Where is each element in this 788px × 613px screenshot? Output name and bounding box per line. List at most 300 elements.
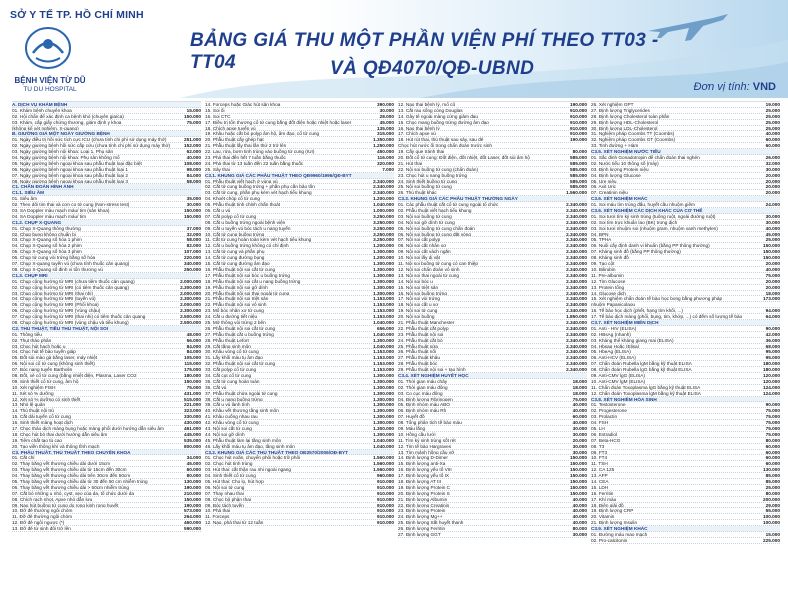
service-price: 910.000 — [377, 484, 394, 490]
service-price: 25.000 — [765, 484, 780, 490]
service-name: 24. Phá thai từ 13 tuần đến 22 tuần bằng thuốc — [205, 160, 304, 166]
service-name: 25. Phẫu thuật sửa — [398, 343, 438, 349]
service-price: 115.000 — [184, 361, 201, 367]
service-name: 01. Sắc đinh Gonadotropin để chẩn đoán thai nghén — [591, 155, 700, 161]
service-price: 190.000 — [184, 484, 201, 490]
service-price: 3.250.000 — [373, 231, 394, 237]
service-name: 12. Cắt u buồng trứng không có chỉ định — [205, 243, 289, 249]
service-price: 150.000 — [570, 479, 587, 484]
service-name: 03. Thay băng vết thương chiều dài từ 15cm đến 30cm — [12, 467, 127, 473]
service-name: 08. Chụp cộng hưởng từ MRI (vùng chậu và tiểu khung) — [12, 319, 129, 325]
service-name: 04. Chụp cộng hưởng từ MRI (tuyến vú) — [12, 296, 96, 302]
service-name: 21. Phẫu thuật nội soi triệt sản — [205, 296, 269, 302]
service-price: 320.000 — [377, 160, 394, 166]
service-price: 29.000 — [765, 502, 780, 508]
service-name: 22. Lau, rửa, bơm tinh trùng vào buồng tử cung (IUI) — [205, 149, 315, 155]
service-name: 20. Phẫu thuật cấy ghép hạt — [205, 137, 264, 143]
section-title: B. GIƯỜNG GIÁ MỘT NGÀY GIƯỜNG BỆNH — [12, 131, 110, 137]
service-price: 40.000 — [186, 155, 201, 161]
service-name: 03. Soi tươi nhuộm soi (nhuộm gram, nhuộm xanh methylen) — [591, 225, 718, 231]
service-price: 75.000 — [186, 384, 201, 390]
department-name: SỞ Y TẾ TP. HỒ CHÍ MINH — [10, 9, 144, 21]
service-name: 26. Phẫu thuật nội soi cắt tử cung — [205, 325, 276, 331]
service-name: 17. Định lượng yếu tố IX — [398, 473, 450, 479]
hospital-name-en: TU DU HOSPITAL — [23, 86, 77, 93]
service-name: 17. Khí máu — [591, 496, 617, 502]
service-name: 29. Cắt tầng sinh môn — [205, 343, 251, 349]
service-price: 84.000 — [186, 172, 201, 178]
service-name: 27. Định lượng GGT — [398, 532, 441, 538]
service-price: 175.000 — [184, 367, 201, 373]
service-price: 1.300.000 — [373, 249, 394, 255]
service-price: 1.560.000 — [566, 190, 587, 196]
service-name: 15. LDH — [591, 484, 609, 490]
service-price: 2.340.000 — [566, 231, 587, 237]
service-price: 40.000 — [572, 514, 587, 520]
currency-unit-label: Đơn vị tính: — [693, 81, 750, 93]
service-price: 75.000 — [765, 420, 780, 426]
service-name: 08. Chẩn đoán Rubella lgG bằng kỹ thuật ELISA — [591, 367, 692, 373]
service-name: 01. Thông tiểu — [12, 331, 42, 337]
service-name: 06. Anti-HCV (ELISA) — [591, 355, 636, 361]
service-price: 1.300.000 — [373, 390, 394, 396]
service-price: 80.000 — [765, 437, 780, 443]
service-name: 21. Phẫu thuật lấy thai lần thứ 2 trở lên — [205, 143, 287, 149]
service-price: 37.000 — [186, 225, 201, 231]
service-price: 30.000 — [765, 219, 780, 225]
service-price: 180.000 — [763, 361, 780, 367]
service-name: 45. Phẫu thuật làm lại tầng sinh môn — [205, 437, 282, 443]
service-price: 150.000 — [570, 473, 587, 479]
service-price: 585.000 — [570, 178, 587, 184]
service-name: 05. HbeAg (ELISA) — [591, 349, 631, 355]
service-price: 1.153.000 — [373, 302, 394, 308]
service-price: 2.300.000 — [180, 284, 201, 290]
service-name: 09. Nội soi cắt vách ngăn — [398, 249, 451, 255]
service-name: 07. Kháng sinh đồ (bằng PP thông thường) — [591, 249, 681, 255]
service-name: 27. Phẫu thuật cắt u buồng trứng — [205, 331, 274, 337]
service-name: 16. Nội soi buồng trứng — [398, 290, 448, 296]
service-name: 13. Nhỏ lệ quản — [12, 402, 46, 408]
service-name: 07. Huyết đồ — [398, 414, 425, 420]
service-price: 3.250.000 — [373, 213, 394, 219]
service-name: 03. Khám, cấp giấy chứng thương, giám định y khoa — [12, 119, 122, 125]
header-banner — [0, 0, 788, 98]
section-title: C1.2. CHỤP X-QUANG — [12, 219, 62, 225]
service-name: 37. Phẫu thuật chửa ngoài tử cung — [205, 390, 278, 396]
service-name: 22. Định lượng Creatinin — [398, 502, 450, 508]
service-name: 12. Tìm tế bào Hargraves — [398, 443, 452, 449]
service-price: 100.000 — [763, 514, 780, 520]
service-price: 30.000 — [572, 449, 587, 455]
service-price: 80.000 — [765, 490, 780, 496]
price-table — [12, 101, 780, 611]
service-price: 60.000 — [765, 449, 780, 455]
service-name: 03. Định lượng Protein niệu — [591, 166, 649, 172]
service-name: 14. Glucose dịch — [591, 290, 626, 296]
service-price: 2.340.000 — [566, 355, 587, 361]
service-name: 08. Nội soi cắt nhân xơ — [398, 243, 447, 249]
section-title: C3.3. KHUNG GIÁ CÁC PHẪU THUẬT THƯỜNG NGÀY — [398, 196, 518, 202]
service-name: 20. Nội soi buồng — [398, 314, 435, 320]
service-price: 390.000 — [377, 102, 394, 107]
service-price: 2.340.000 — [566, 243, 587, 249]
service-name: 24. Sinh thiết buồng tử cung — [398, 178, 457, 184]
service-name: 11. Chẩn đoán Toxoplasma lgG bằng kỹ thuật ELISA — [591, 384, 701, 390]
service-name: 23. Chọc hút u nang buồng trứng — [398, 172, 468, 178]
service-name: 14. Gây tê ngoài màng cứng giảm đau — [398, 113, 479, 119]
service-name: 08. Chụp X-Quang số đinh vi tổn thương vú — [12, 266, 103, 272]
service-price: 30.000 — [765, 166, 780, 172]
service-name: 12. Nạo, phá thai từ 12 tuần — [205, 520, 264, 526]
service-price: 2.340.000 — [566, 308, 587, 314]
service-name: 07. Chẩn đoán Rubella lgM bằng kỹ thuật ELISA — [591, 361, 692, 367]
service-price: 75.000 — [765, 408, 780, 414]
service-name: 02. Chụp cộng hưởng từ MRI (có tiêm thuốc cản quang) — [12, 284, 129, 290]
service-price: 1.040.000 — [373, 343, 394, 349]
service-price: 2.340.000 — [566, 319, 587, 325]
service-name: 29. Phẫu thuật nội soi + tạo hình — [398, 367, 466, 373]
service-price: 190.000 — [570, 137, 587, 143]
service-name: 04. Chụp X-Quang số hóa 2 phim — [12, 243, 82, 249]
service-name: 05. Ure niệu — [591, 178, 617, 184]
service-name: 19. Định lượng CRP — [591, 508, 634, 514]
section-title: C3.9. XÉT NGHIỆM KHÁC — [591, 526, 648, 532]
service-name: 31. Lấy khối máu tụ âm đạo — [205, 355, 263, 361]
service-price: 150.000 — [763, 255, 780, 261]
service-price: 45.000 — [379, 119, 394, 125]
service-price: 1.040.000 — [373, 443, 394, 449]
service-price: 40.000 — [572, 520, 587, 526]
service-name: 05. Chụp cộng hưởng từ MRI (Phổi khoa) — [12, 302, 99, 308]
service-name: 04. Sinh thiết cổ tử cung — [205, 473, 256, 479]
service-price: 1.300.000 — [373, 266, 394, 272]
service-price: 7.000 — [382, 166, 394, 172]
service-name: 12. Nạo thai bệnh lý, mổ cũ — [398, 102, 456, 107]
service-name: 16. Soi CTC — [205, 113, 231, 119]
service-price: 1.300.000 — [373, 414, 394, 420]
price-column-1 — [12, 101, 201, 611]
service-price: 60.000 — [186, 467, 201, 473]
service-price: 251.000 — [184, 137, 201, 143]
service-name: 02. Phẫu thuật viết hạch tiểu khung — [398, 208, 472, 214]
service-name: 05. Chụp X-Quang số hóa 3 phim — [12, 249, 82, 255]
service-price: 573.000 — [184, 508, 201, 514]
service-price: 2.340.000 — [566, 302, 587, 308]
service-price: 1.300.000 — [373, 337, 394, 343]
section-title: C3.7. XÉT NGHIỆM MIỄN DỊCH — [591, 319, 659, 325]
service-price: 40.000 — [765, 266, 780, 272]
service-price: 315.000 — [377, 131, 394, 137]
service-price: 461.000 — [184, 425, 201, 431]
service-price: 25.000 — [765, 237, 780, 243]
service-price: 85.000 — [765, 479, 780, 484]
service-price: 1.040.000 — [373, 437, 394, 443]
section-title: C3. PHẪU THUẬT, THỦ THUẬT THEO CHUYÊN KHOA — [12, 449, 131, 455]
service-price: 135.000 — [377, 125, 394, 131]
service-price: 152.000 — [184, 143, 201, 149]
service-price: 150.000 — [184, 208, 201, 214]
service-name: 25. Sảy thai — [205, 166, 230, 172]
service-name: (không kể xét nghiệm, X-quang) — [12, 125, 79, 131]
service-price: 910.000 — [377, 514, 394, 520]
service-name: 07. Chụp cộng hưởng từ MRI (thai nhi) có tiêm thuốc cản quang — [12, 314, 146, 320]
service-price: 1.040.000 — [373, 202, 394, 208]
service-price: 2.340.000 — [566, 284, 587, 290]
section-title: C3.6. XÉT NGHIỆM KHÁC — [591, 196, 648, 202]
service-price: 1.300.000 — [373, 408, 394, 414]
service-name: 09. Bóc tách tuyến — [205, 502, 244, 508]
service-price: 910.000 — [570, 119, 587, 125]
service-price: 20.000 — [765, 284, 780, 290]
service-name: 24. Cắt u đường tiết niệu — [205, 314, 258, 320]
service-price: 3.250.000 — [373, 219, 394, 225]
service-price: 1.300.000 — [373, 284, 394, 290]
service-price: 150.000 — [570, 484, 587, 490]
service-price: 2.340.000 — [373, 184, 394, 190]
service-price: 75.000 — [186, 119, 201, 125]
service-price: 32.000 — [186, 231, 201, 237]
service-name: 13. Cắt rau sống còng Douglas — [398, 107, 463, 113]
service-price: 75.000 — [765, 425, 780, 431]
service-name: 07. Creatinin niệu — [591, 190, 628, 196]
service-price: 2.340.000 — [566, 266, 587, 272]
service-name: 22. Phẫu thuật nội soi vô sinh — [205, 302, 267, 308]
service-name: 09. Anti-CMV lgG (ELISA) — [591, 372, 645, 378]
service-price: 48.000 — [186, 331, 201, 337]
service-price: 40.000 — [572, 496, 587, 502]
service-price: 2.300.000 — [180, 308, 201, 314]
service-name: 06. Cắt u vú — [205, 208, 231, 214]
service-name: 33. Cắt polyp cổ tử cung — [205, 367, 257, 373]
service-name: 17. Điều trị tổn thương cổ tử cung bằng đốt điện hoặc nhiệt hoặc laser — [205, 119, 352, 125]
service-price: 150.000 — [763, 243, 780, 249]
service-name: 08. T3 — [591, 443, 605, 449]
service-name: 08. Đốt, xẻ cổ tử cung (bằng nhiệt điện, Plasma, Laser CO2 — [12, 372, 137, 378]
service-price: 1.560.000 — [373, 461, 394, 467]
service-price: 120.000 — [763, 372, 780, 378]
service-price: 585.000 — [570, 172, 587, 178]
service-price: 445.000 — [184, 431, 201, 437]
service-price: 585.000 — [570, 155, 587, 161]
service-price: 1.350.000 — [373, 137, 394, 143]
service-price: 3.250.000 — [373, 237, 394, 243]
service-name: 16. Định lượng yếu tố VIII — [398, 467, 452, 473]
service-price: 450.000 — [377, 149, 394, 155]
service-name: 02. Cắt tử cung buồng trứng + phần phụ cần bảo tồn — [205, 184, 315, 190]
service-name: 10. Nội soi lấy dị vật — [398, 255, 440, 261]
service-name: 03. Ngày giường bệnh nội khoa: Loại 1, Phụ sản — [12, 149, 114, 155]
service-name: 36. Cắt vú — [205, 384, 227, 390]
service-price: 1.153.000 — [373, 361, 394, 367]
service-price: 30.000 — [572, 431, 587, 437]
service-price: 535.000 — [184, 437, 201, 443]
service-name: 02. Thay băng vết thương chiều dài dưới 15cm — [12, 461, 111, 467]
service-price: 40.000 — [572, 502, 587, 508]
service-name: 14. Cắt tử cung đường bụng — [205, 255, 265, 261]
service-name: 10. Cắt tử cung buồng trứng — [205, 231, 265, 237]
service-name: 03. SA Doppler màu mạch máu/ tim (sản khoa) — [12, 208, 110, 214]
service-price: 108.000 — [184, 160, 201, 166]
service-name: 06. Chụp cộng hưởng từ MRI (Vùng chậu) — [12, 308, 101, 314]
service-price: 2.000.000 — [180, 278, 201, 284]
service-name: 02. Thụt tháo phân — [12, 337, 52, 343]
service-price: 15.000 — [765, 532, 780, 538]
service-name: 05. Hút thai: Cho lọ, hút hợp — [205, 479, 264, 484]
service-name: 12. Xét sỏ % dưỡng có sinh thiết — [12, 396, 81, 402]
service-name: 07. Bóc nang tuyến Bartholin — [12, 367, 73, 373]
service-name: 22. Nội soi buồng tử cung (chẩn đoán) — [398, 166, 479, 172]
service-name: 04. BPN — [591, 231, 609, 237]
service-price: 60.000 — [572, 414, 587, 420]
service-name: 05. Đốt sùi mào gà bằng laser, máy nhiệt — [12, 355, 98, 361]
service-name: 18. Điện giải đồ — [591, 502, 624, 508]
service-price: 2.340.000 — [566, 202, 587, 208]
service-price: 80.000 — [572, 526, 587, 532]
service-price: 1.300.000 — [373, 431, 394, 437]
service-name: 02. Nước tiểu 10 thông số (máy) — [591, 160, 659, 166]
service-name: 42. Khâu vòng cổ tử cung — [205, 420, 259, 426]
service-price: 40.000 — [572, 420, 587, 426]
service-name: 02. Ngày giường bệnh hồi sức cấp cứu (chưa tính chi phí sử dụng máy thở) — [12, 143, 171, 149]
service-name: 02. Chọc hút tinh trùng — [205, 461, 253, 467]
service-price: 124.000 — [763, 384, 780, 390]
service-name: 19. Định lượng Protein C — [398, 484, 451, 490]
service-name: 03. Chụp X-Quang số hóa 1 phim — [12, 237, 82, 243]
service-name: 30. Định lượng LDL-Cholesterol — [591, 125, 658, 131]
service-price: 150.000 — [570, 490, 587, 496]
service-price: 36.000 — [765, 337, 780, 343]
service-name: 04. Nội soi gỡ dính tử cung — [398, 219, 455, 225]
service-price: 515.000 — [184, 396, 201, 402]
service-price: 68.000 — [765, 343, 780, 349]
service-name: 18. Định lượng AT III — [398, 479, 442, 484]
service-price: 60.000 — [765, 455, 780, 461]
service-name: 20. Phẫu thuật nội soi thai ngoài tử cung — [205, 290, 290, 296]
service-price: 1.300.000 — [373, 272, 394, 278]
service-name: 26. Phẫu thuật nối — [398, 349, 437, 355]
service-price: 30.000 — [572, 425, 587, 431]
page-title-line2: VÀ QĐ4070/QĐ-UBND — [330, 58, 535, 79]
service-price: 1.300.000 — [373, 372, 394, 378]
service-price: 32.000 — [765, 160, 780, 166]
service-name: 04. FSH — [591, 420, 609, 426]
service-name: 06. Định nhóm máu Rh — [398, 408, 447, 414]
service-name: 21. Phẫu thuật Manchester — [398, 319, 455, 325]
service-name: 24. Phẫu thuật cắt bỏ — [398, 337, 443, 343]
service-name: 14. Định lượng D-Dimer — [398, 455, 448, 461]
service-price: 1.153.000 — [373, 367, 394, 373]
service-name: 04. Chọc hút tế bào tuyến giáp — [12, 349, 76, 355]
service-name: 01. Ngày điều trị hồi sức tích cực ICU (chưa tính chi phí sử dụng máy thở) — [12, 137, 167, 143]
service-price: 2.340.000 — [566, 361, 587, 367]
service-name: 03. Chụp cộng hưởng từ MRI (thai nhi) — [12, 290, 94, 296]
service-name: 10. Bilirubin — [591, 266, 616, 272]
service-price: 150.000 — [184, 213, 201, 219]
service-name: 13. Cắt tử cung và phần phụ — [205, 249, 265, 255]
service-price: 910.000 — [570, 125, 587, 131]
service-price: 430.000 — [184, 420, 201, 426]
service-price: 20.000 — [765, 278, 780, 284]
section-title: C3.4. XÉT NGHIỆM HUYẾT HỌC — [398, 372, 469, 378]
service-price: 130.000 — [763, 467, 780, 473]
service-price: 221.000 — [184, 402, 201, 408]
service-name: 18. Phẫu thuật nội soi cắt u nang buồng trứng — [205, 278, 301, 284]
service-name: 08. Ngày giường bệnh ngoại khoa sau phẫu thuật loại 3 — [12, 178, 128, 184]
service-price: 15.000 — [186, 107, 201, 113]
service-price: 2.340.000 — [566, 249, 587, 255]
service-price: 150.000 — [763, 249, 780, 255]
service-name: 01. Chọc hút noãn, chuyển phôi hoặc trữ phôi — [205, 455, 301, 461]
price-row — [205, 520, 394, 526]
service-name: 08. Chọc bộ phận thai — [205, 496, 251, 502]
service-name: 02. HBsAg (nhanh) — [591, 331, 631, 337]
service-price: 1.153.000 — [373, 355, 394, 361]
service-name: 02. Theo dõi tim thai và cơn co tử cung (Non-stress test) — [12, 202, 130, 208]
service-price: 2.300.000 — [180, 296, 201, 302]
service-name: 06. Axit Uric — [591, 184, 617, 190]
service-price: 264.000 — [184, 514, 201, 520]
service-name: 11. TSH — [591, 461, 608, 467]
page-title-line1: BẢNG GIÁ THU MỘT PHẦN VIỆN PHÍ THEO TT03 - TT04 — [190, 30, 659, 73]
service-price: 34.000 — [186, 455, 201, 461]
service-price: 323.000 — [184, 408, 201, 414]
service-name: 18. Chích apxe tuyến vú — [205, 125, 256, 131]
service-price: 250.000 — [184, 266, 201, 272]
service-name: 09. Máu lắng — [398, 425, 426, 431]
service-name: 14. Nội soi bóc u — [398, 278, 433, 284]
service-name: 03. Chọc hút hạch hoặc u — [12, 343, 66, 349]
service-price: 1.560.000 — [373, 455, 394, 461]
service-price: 90.000 — [765, 325, 780, 331]
service-name: 08. Tổng phân tích tế bào máu — [398, 420, 462, 426]
service-name: 06. Thay băng vết thương chiều dài > 50cm nhiễm trùng — [12, 484, 130, 490]
service-name: 13. AFP — [591, 473, 608, 479]
service-name: nhuộm Papanicolaou — [591, 302, 636, 308]
service-name: 19. Phẫu thuật nội soi gỡ dính — [205, 284, 268, 290]
service-price: 2.340.000 — [566, 255, 587, 261]
service-name: 17. Nội soi vòi trứng — [398, 296, 440, 302]
service-price: 56.000 — [186, 337, 201, 343]
service-price: 150.000 — [570, 455, 587, 461]
service-price: 40.000 — [572, 408, 587, 414]
section-title: C3.1. KHUNG GIÁ CÁC PHẪU THUẬT THEO QĐ9960/1996/QĐ-BYT — [205, 172, 352, 178]
service-price: 26.000 — [765, 155, 780, 161]
service-price: 585.000 — [570, 160, 587, 166]
service-price: 20.000 — [765, 190, 780, 196]
service-price: 656.000 — [377, 325, 394, 331]
service-price: 24.000 — [765, 202, 780, 208]
service-name: 25. Định lượng Sắt huyết thanh — [398, 520, 464, 526]
service-price: 1.200.000 — [373, 196, 394, 202]
service-name: 01. Thời gian máu chảy — [398, 378, 448, 384]
service-price: 82.000 — [186, 243, 201, 249]
service-name: 15. Soi ối — [205, 107, 225, 113]
service-name: 33. Tinh đường + Hàm — [591, 143, 639, 149]
service-price: 2.340.000 — [566, 261, 587, 267]
service-price: 2.340.000 — [566, 208, 587, 214]
service-name: 11. Xét sỏ % dưỡng — [12, 390, 54, 396]
service-name: 14. Forceps hoặc Giác hút sản khoa — [205, 102, 281, 107]
service-name: 06. Nội soi tử cung — [205, 484, 245, 490]
service-name: 02. Soi tìm trực khuẩn lao (BK) trong dịch — [591, 219, 678, 225]
service-name: 05. TPHA — [591, 237, 612, 243]
service-price: 2.500.000 — [180, 314, 201, 320]
service-name: 24. Định lượng Mg++ — [398, 514, 443, 520]
service-price: 124.000 — [763, 390, 780, 396]
service-price: 64.000 — [765, 314, 780, 320]
service-price: 80.000 — [186, 473, 201, 479]
